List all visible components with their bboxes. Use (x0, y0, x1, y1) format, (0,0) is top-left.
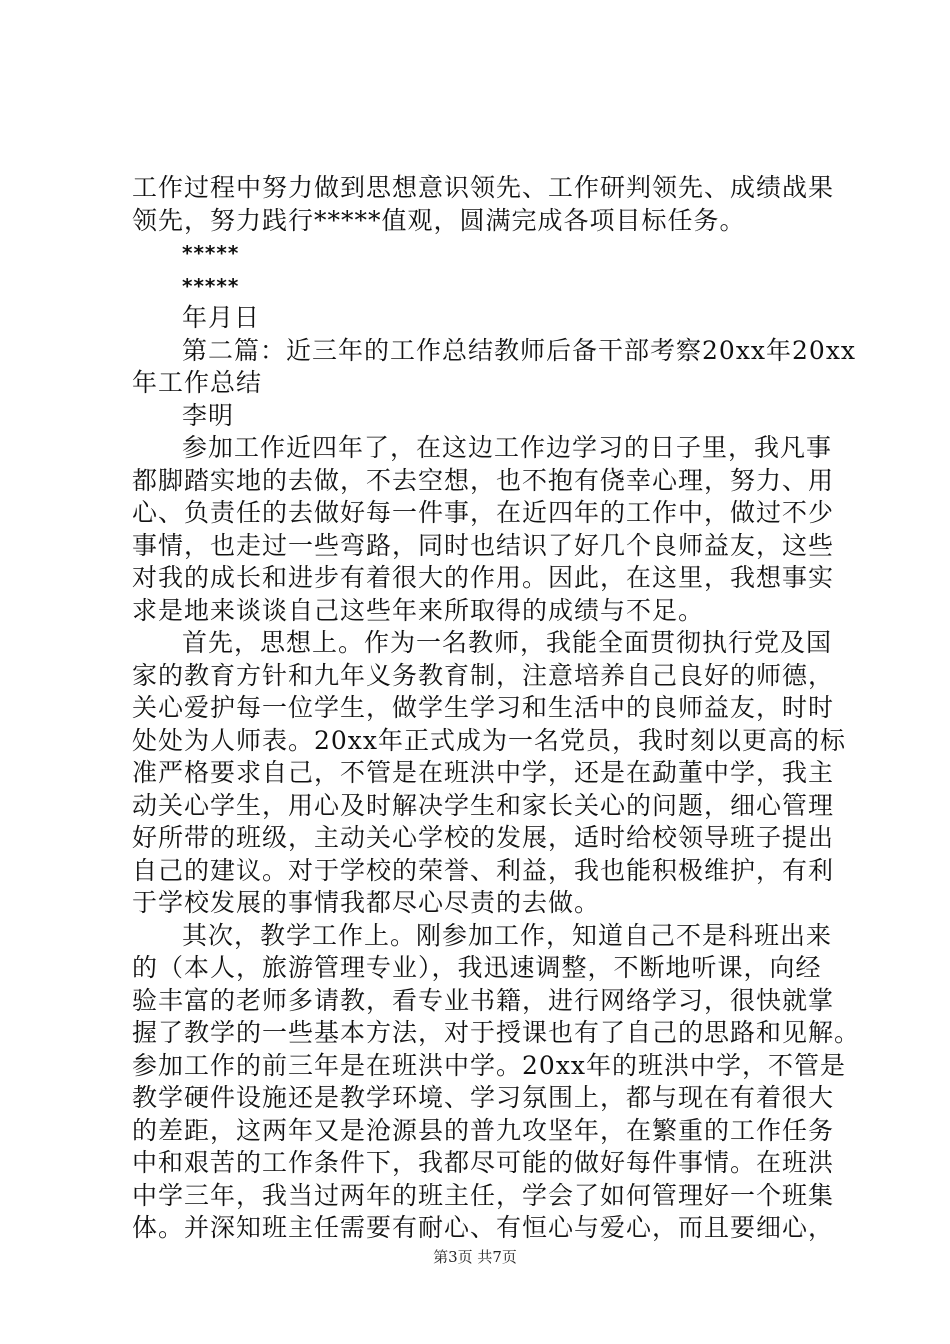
text-line: 体。并深知班主任需要有耐心、有恒心与爱心，而且要细心， (132, 1213, 835, 1242)
text-line: 好所带的班级，主动关心学校的发展，适时给校领导班子提出 (132, 823, 835, 852)
text-line: 第二篇：近三年的工作总结教师后备干部考察20xx年20xx (182, 335, 857, 365)
text-line: 年工作总结 (132, 368, 263, 397)
text-line: 首先，思想上。作为一名教师，我能全面贯彻执行党及国 (182, 628, 833, 657)
text-line: 心、负责任的去做好每一件事，在近四年的工作中，做过不少 (132, 498, 835, 527)
page-footer: 第3页 共7页 (433, 1248, 517, 1266)
text-line: 求是地来谈谈自己这些年来所取得的成绩与不足。 (132, 595, 705, 625)
text-line: 于学校发展的事情我都尽心尽责的去做。 (132, 888, 601, 917)
text-line: 关心爱护每一位学生，做学生学习和生活中的良师益友，时时 (132, 693, 835, 722)
text-line: 中学三年，我当过两年的班主任，学会了如何管理好一个班集 (132, 1180, 835, 1210)
text-line: 教学硬件设施还是教学环境、学习氛围上，都与现在有着很大 (132, 1083, 835, 1112)
text-line: 事情，也走过一些弯路，同时也结识了好几个良师益友，这些 (132, 530, 835, 560)
document-body (132, 172, 861, 1245)
text-line: 中和艰苦的工作条件下，我都尽可能的做好每件事情。在班洪 (132, 1148, 835, 1177)
text-line: 的（本人，旅游管理专业），我迅速调整，不断地听课，向经 (132, 953, 822, 982)
text-line: 验丰富的老师多请教，看专业书籍，进行网络学习，很快就掌 (132, 985, 835, 1015)
text-line: 李明 (182, 400, 235, 430)
text-line: 动关心学生，用心及时解决学生和家长关心的问题，细心管理 (132, 790, 835, 820)
text-line: 领先，努力践行*****值观，圆满完成各项目标任务。 (132, 205, 746, 235)
text-line: 处处为人师表。20xx年正式成为一名党员，我时刻以更高的标 (132, 725, 847, 755)
text-line: 工作过程中努力做到思想意识领先、工作研判领先、成绩战果 (132, 173, 835, 202)
text-line: 准严格要求自己，不管是在班洪中学，还是在勐董中学，我主 (132, 758, 835, 787)
text-line: ***** (182, 241, 240, 265)
text-line: 对我的成长和进步有着很大的作用。因此，在这里，我想事实 (132, 563, 835, 592)
text-line: ***** (182, 273, 240, 298)
text-line: 握了教学的一些基本方法，对于授课也有了自己的思路和见解。 (132, 1018, 861, 1047)
text-line: 参加工作的前三年是在班洪中学。20xx年的班洪中学，不管是 (132, 1050, 847, 1080)
text-line: 都脚踏实地的去做，不去空想，也不抱有侥幸心理，努力、用 (132, 465, 835, 495)
text-line: 自己的建议。对于学校的荣誉、利益，我也能积极维护，有利 (132, 855, 835, 885)
text-line: 家的教育方针和九年义务教育制，注意培养自己良好的师德， (132, 660, 835, 690)
text-line: 年月日 (182, 303, 261, 332)
text-line: 参加工作近四年了，在这边工作边学习的日子里，我凡事 (182, 433, 833, 462)
text-line: 的差距，这两年又是沧源县的普九攻坚年，在繁重的工作任务 (132, 1115, 835, 1145)
text-line: 其次，教学工作上。刚参加工作，知道自己不是科班出来 (182, 920, 833, 950)
